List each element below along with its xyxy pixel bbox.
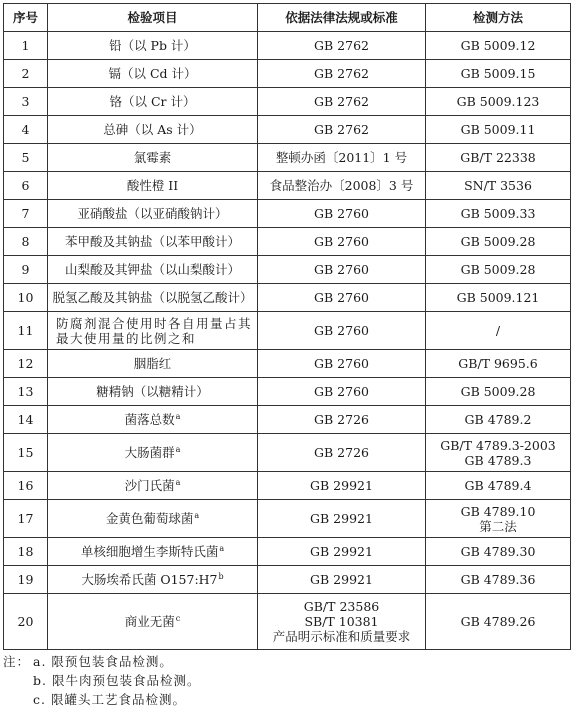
- table-body: [4, 32, 571, 650]
- method-ref: GB 5009.15: [460, 66, 536, 81]
- standard-ref: GB 2762: [314, 66, 369, 81]
- table-row: [4, 88, 571, 116]
- standard-cell: [258, 406, 426, 434]
- inspection-item-label: 铅（以 Pb 计）: [109, 38, 196, 53]
- method-ref: GB 5009.33: [460, 206, 536, 221]
- method-cell: [426, 594, 571, 650]
- standard-ref: 食品整治办〔2008〕3 号: [269, 178, 414, 193]
- standard-cell: [258, 350, 426, 378]
- footnote-marker: a: [194, 511, 200, 520]
- inspection-item: [48, 228, 258, 256]
- standard-ref: 整顿办函〔2011〕1 号: [275, 150, 408, 165]
- header-no: 序号: [4, 4, 48, 32]
- header-standard: 依据法律法规或标准: [258, 4, 426, 32]
- inspection-item-label: 山梨酸及其钾盐（以山梨酸计）: [64, 262, 240, 277]
- inspection-item-label: 酸性橙 II: [126, 178, 179, 193]
- standard-ref: GB 2762: [314, 94, 369, 109]
- table-row: [4, 350, 571, 378]
- standard-cell: [258, 378, 426, 406]
- standard-ref: GB 2726: [314, 412, 369, 427]
- inspection-item-label: 大肠菌群: [124, 445, 175, 460]
- method-cell: [426, 472, 571, 500]
- table-row: [4, 32, 571, 60]
- method-cell: [426, 172, 571, 200]
- document: [3, 3, 571, 709]
- table-row: [4, 60, 571, 88]
- inspection-item: [48, 434, 258, 472]
- method-ref: /: [495, 323, 501, 338]
- method-ref: GB/T 9695.6: [458, 356, 538, 371]
- method-ref: SN/T 3536: [464, 178, 532, 193]
- standard-ref: GB 2760: [314, 234, 369, 249]
- method-cell: [426, 32, 571, 60]
- method-ref: GB/T 22338: [460, 150, 536, 165]
- inspection-item-label: 总砷（以 As 计）: [103, 122, 202, 137]
- inspection-item-label: 脱氢乙酸及其钠盐（以脱氢乙酸计）: [52, 290, 253, 305]
- row-number: 3: [4, 88, 48, 116]
- inspection-item-label: 单核细胞增生李斯特氏菌: [80, 544, 219, 559]
- method-cell: [426, 566, 571, 594]
- method-ref: GB/T 4789.3-2003: [440, 437, 556, 453]
- method-ref: GB 4789.36: [460, 572, 536, 587]
- inspection-item: [48, 406, 258, 434]
- inspection-item: [48, 594, 258, 650]
- standard-ref: GB 2760: [314, 323, 369, 338]
- method-cell: [426, 350, 571, 378]
- inspection-item: [48, 378, 258, 406]
- standard-cell: [258, 594, 426, 650]
- footnote-marker: c: [175, 614, 181, 623]
- note-line: [3, 690, 571, 709]
- method-cell: [426, 60, 571, 88]
- inspection-item-label: 镉（以 Cd 计）: [108, 66, 197, 81]
- inspection-item: [48, 350, 258, 378]
- row-number: 13: [4, 378, 48, 406]
- note-line: [3, 671, 571, 690]
- inspection-item: [48, 538, 258, 566]
- inspection-item-label: 胭脂红: [133, 356, 172, 371]
- footnote-marker: a: [175, 478, 181, 487]
- method-ref: GB 5009.28: [460, 262, 536, 277]
- inspection-item-label: 铬（以 Cr 计）: [109, 94, 196, 109]
- standard-ref: GB 29921: [310, 572, 373, 587]
- table-row: [4, 538, 571, 566]
- table-row: [4, 594, 571, 650]
- method-ref: 第二法: [479, 518, 517, 534]
- standard-ref: GB 2760: [314, 356, 369, 371]
- inspection-item-label: 沙门氏菌: [124, 478, 175, 493]
- standard-cell: [258, 228, 426, 256]
- standard-ref: GB 29921: [310, 544, 373, 559]
- table-row: [4, 284, 571, 312]
- method-ref: GB 5009.12: [460, 38, 536, 53]
- method-cell: [426, 116, 571, 144]
- standard-cell: [258, 434, 426, 472]
- method-ref: GB 4789.30: [460, 544, 536, 559]
- row-number: 14: [4, 406, 48, 434]
- method-cell: [426, 256, 571, 284]
- row-number: 10: [4, 284, 48, 312]
- standard-ref: GB 29921: [310, 511, 373, 526]
- row-number: 9: [4, 256, 48, 284]
- table-header-row: [4, 4, 571, 32]
- note-line: [3, 652, 571, 671]
- standard-ref: GB/T 23586: [303, 599, 380, 614]
- standard-cell: [258, 500, 426, 538]
- row-number: 8: [4, 228, 48, 256]
- standard-cell: [258, 144, 426, 172]
- row-number: 20: [4, 594, 48, 650]
- standard-cell: [258, 60, 426, 88]
- row-number: 11: [4, 312, 48, 350]
- method-ref: GB 5009.28: [460, 234, 536, 249]
- row-number: 7: [4, 200, 48, 228]
- method-cell: [426, 144, 571, 172]
- header-method: 检测方法: [426, 4, 571, 32]
- method-cell: [426, 378, 571, 406]
- standard-cell: [258, 32, 426, 60]
- method-ref: GB 5009.11: [460, 122, 536, 137]
- standard-ref: GB 2726: [314, 445, 369, 460]
- standard-cell: [258, 472, 426, 500]
- inspection-item-label: 苯甲酸及其钠盐（以苯甲酸计）: [64, 234, 240, 249]
- method-ref: GB 5009.123: [456, 94, 540, 109]
- table-row: [4, 312, 571, 350]
- standard-ref: GB 2760: [314, 290, 369, 305]
- standard-cell: [258, 172, 426, 200]
- row-number: 6: [4, 172, 48, 200]
- inspection-item: [48, 172, 258, 200]
- table-row: [4, 172, 571, 200]
- method-cell: [426, 228, 571, 256]
- row-number: 17: [4, 500, 48, 538]
- row-number: 1: [4, 32, 48, 60]
- table-row: [4, 116, 571, 144]
- standard-cell: [258, 116, 426, 144]
- row-number: 18: [4, 538, 48, 566]
- method-ref: GB 4789.3: [464, 452, 532, 468]
- footnote-marker: a: [175, 412, 181, 421]
- inspection-item-label: 商业无菌: [124, 614, 175, 629]
- table-row: [4, 256, 571, 284]
- method-ref: GB 5009.28: [460, 384, 536, 399]
- row-number: 2: [4, 60, 48, 88]
- standard-ref: GB 2762: [314, 122, 369, 137]
- method-ref: GB 4789.26: [460, 614, 536, 629]
- inspection-item: [48, 312, 258, 350]
- table-row: [4, 566, 571, 594]
- inspection-item: [48, 284, 258, 312]
- inspection-item-label: 金黄色葡萄球菌: [105, 511, 194, 526]
- standard-cell: [258, 312, 426, 350]
- table-row: [4, 228, 571, 256]
- inspection-item: [48, 256, 258, 284]
- footnote-marker: a: [219, 544, 225, 553]
- inspection-item-label: 糖精钠（以糖精计）: [96, 384, 209, 399]
- note-prefix: 注：: [3, 654, 31, 669]
- standard-ref: 产品明示标准和质量要求: [272, 629, 411, 644]
- method-ref: GB 4789.2: [464, 412, 532, 427]
- table-row: [4, 500, 571, 538]
- inspection-item: [48, 144, 258, 172]
- method-cell: [426, 200, 571, 228]
- inspection-item-label: 防腐剂混合使用时各自用量占其最大使用量的比例之和: [56, 315, 253, 346]
- row-number: 19: [4, 566, 48, 594]
- footnote-marker: a: [175, 445, 181, 454]
- standard-ref: GB 2760: [314, 262, 369, 277]
- method-cell: [426, 538, 571, 566]
- method-cell: [426, 434, 571, 472]
- standard-ref: GB 2760: [314, 384, 369, 399]
- table-row: [4, 144, 571, 172]
- standard-ref: SB/T 10381: [304, 614, 379, 629]
- method-cell: [426, 88, 571, 116]
- standard-ref: GB 2760: [314, 206, 369, 221]
- inspection-item: [48, 500, 258, 538]
- inspection-item-label: 菌落总数: [124, 412, 175, 427]
- inspection-item-label: 氯霉素: [133, 150, 172, 165]
- method-cell: [426, 406, 571, 434]
- method-ref: GB 4789.4: [464, 478, 532, 493]
- row-number: 16: [4, 472, 48, 500]
- header-item: 检验项目: [48, 4, 258, 32]
- inspection-item: [48, 200, 258, 228]
- footnote-marker: b: [218, 572, 224, 581]
- inspection-item: [48, 116, 258, 144]
- standard-cell: [258, 200, 426, 228]
- inspection-item: [48, 566, 258, 594]
- method-ref: GB 5009.121: [456, 290, 540, 305]
- note-b: b. 限牛肉预包装食品检测。: [33, 673, 201, 688]
- method-cell: [426, 284, 571, 312]
- row-number: 4: [4, 116, 48, 144]
- table-row: [4, 406, 571, 434]
- inspection-item: [48, 32, 258, 60]
- standard-cell: [258, 88, 426, 116]
- standard-ref: GB 29921: [310, 478, 373, 493]
- table-row: [4, 200, 571, 228]
- note-c: c. 限罐头工艺食品检测。: [33, 692, 186, 707]
- standard-cell: [258, 538, 426, 566]
- inspection-item: [48, 88, 258, 116]
- standard-cell: [258, 284, 426, 312]
- standard-ref: GB 2762: [314, 38, 369, 53]
- table-row: [4, 472, 571, 500]
- standard-cell: [258, 566, 426, 594]
- row-number: 12: [4, 350, 48, 378]
- row-number: 5: [4, 144, 48, 172]
- table-row: [4, 378, 571, 406]
- inspection-table: [3, 3, 571, 650]
- note-a: a. 限预包装食品检测。: [33, 654, 173, 669]
- inspection-item-label: 大肠埃希氏菌 O157:H7: [81, 572, 218, 587]
- inspection-item: [48, 472, 258, 500]
- method-ref: GB 4789.10: [460, 503, 536, 519]
- notes: [3, 652, 571, 709]
- method-cell: [426, 500, 571, 538]
- inspection-item: [48, 60, 258, 88]
- row-number: 15: [4, 434, 48, 472]
- standard-cell: [258, 256, 426, 284]
- table-row: [4, 434, 571, 472]
- method-cell: [426, 312, 571, 350]
- inspection-item-label: 亚硝酸盐（以亚硝酸钠计）: [77, 206, 228, 221]
